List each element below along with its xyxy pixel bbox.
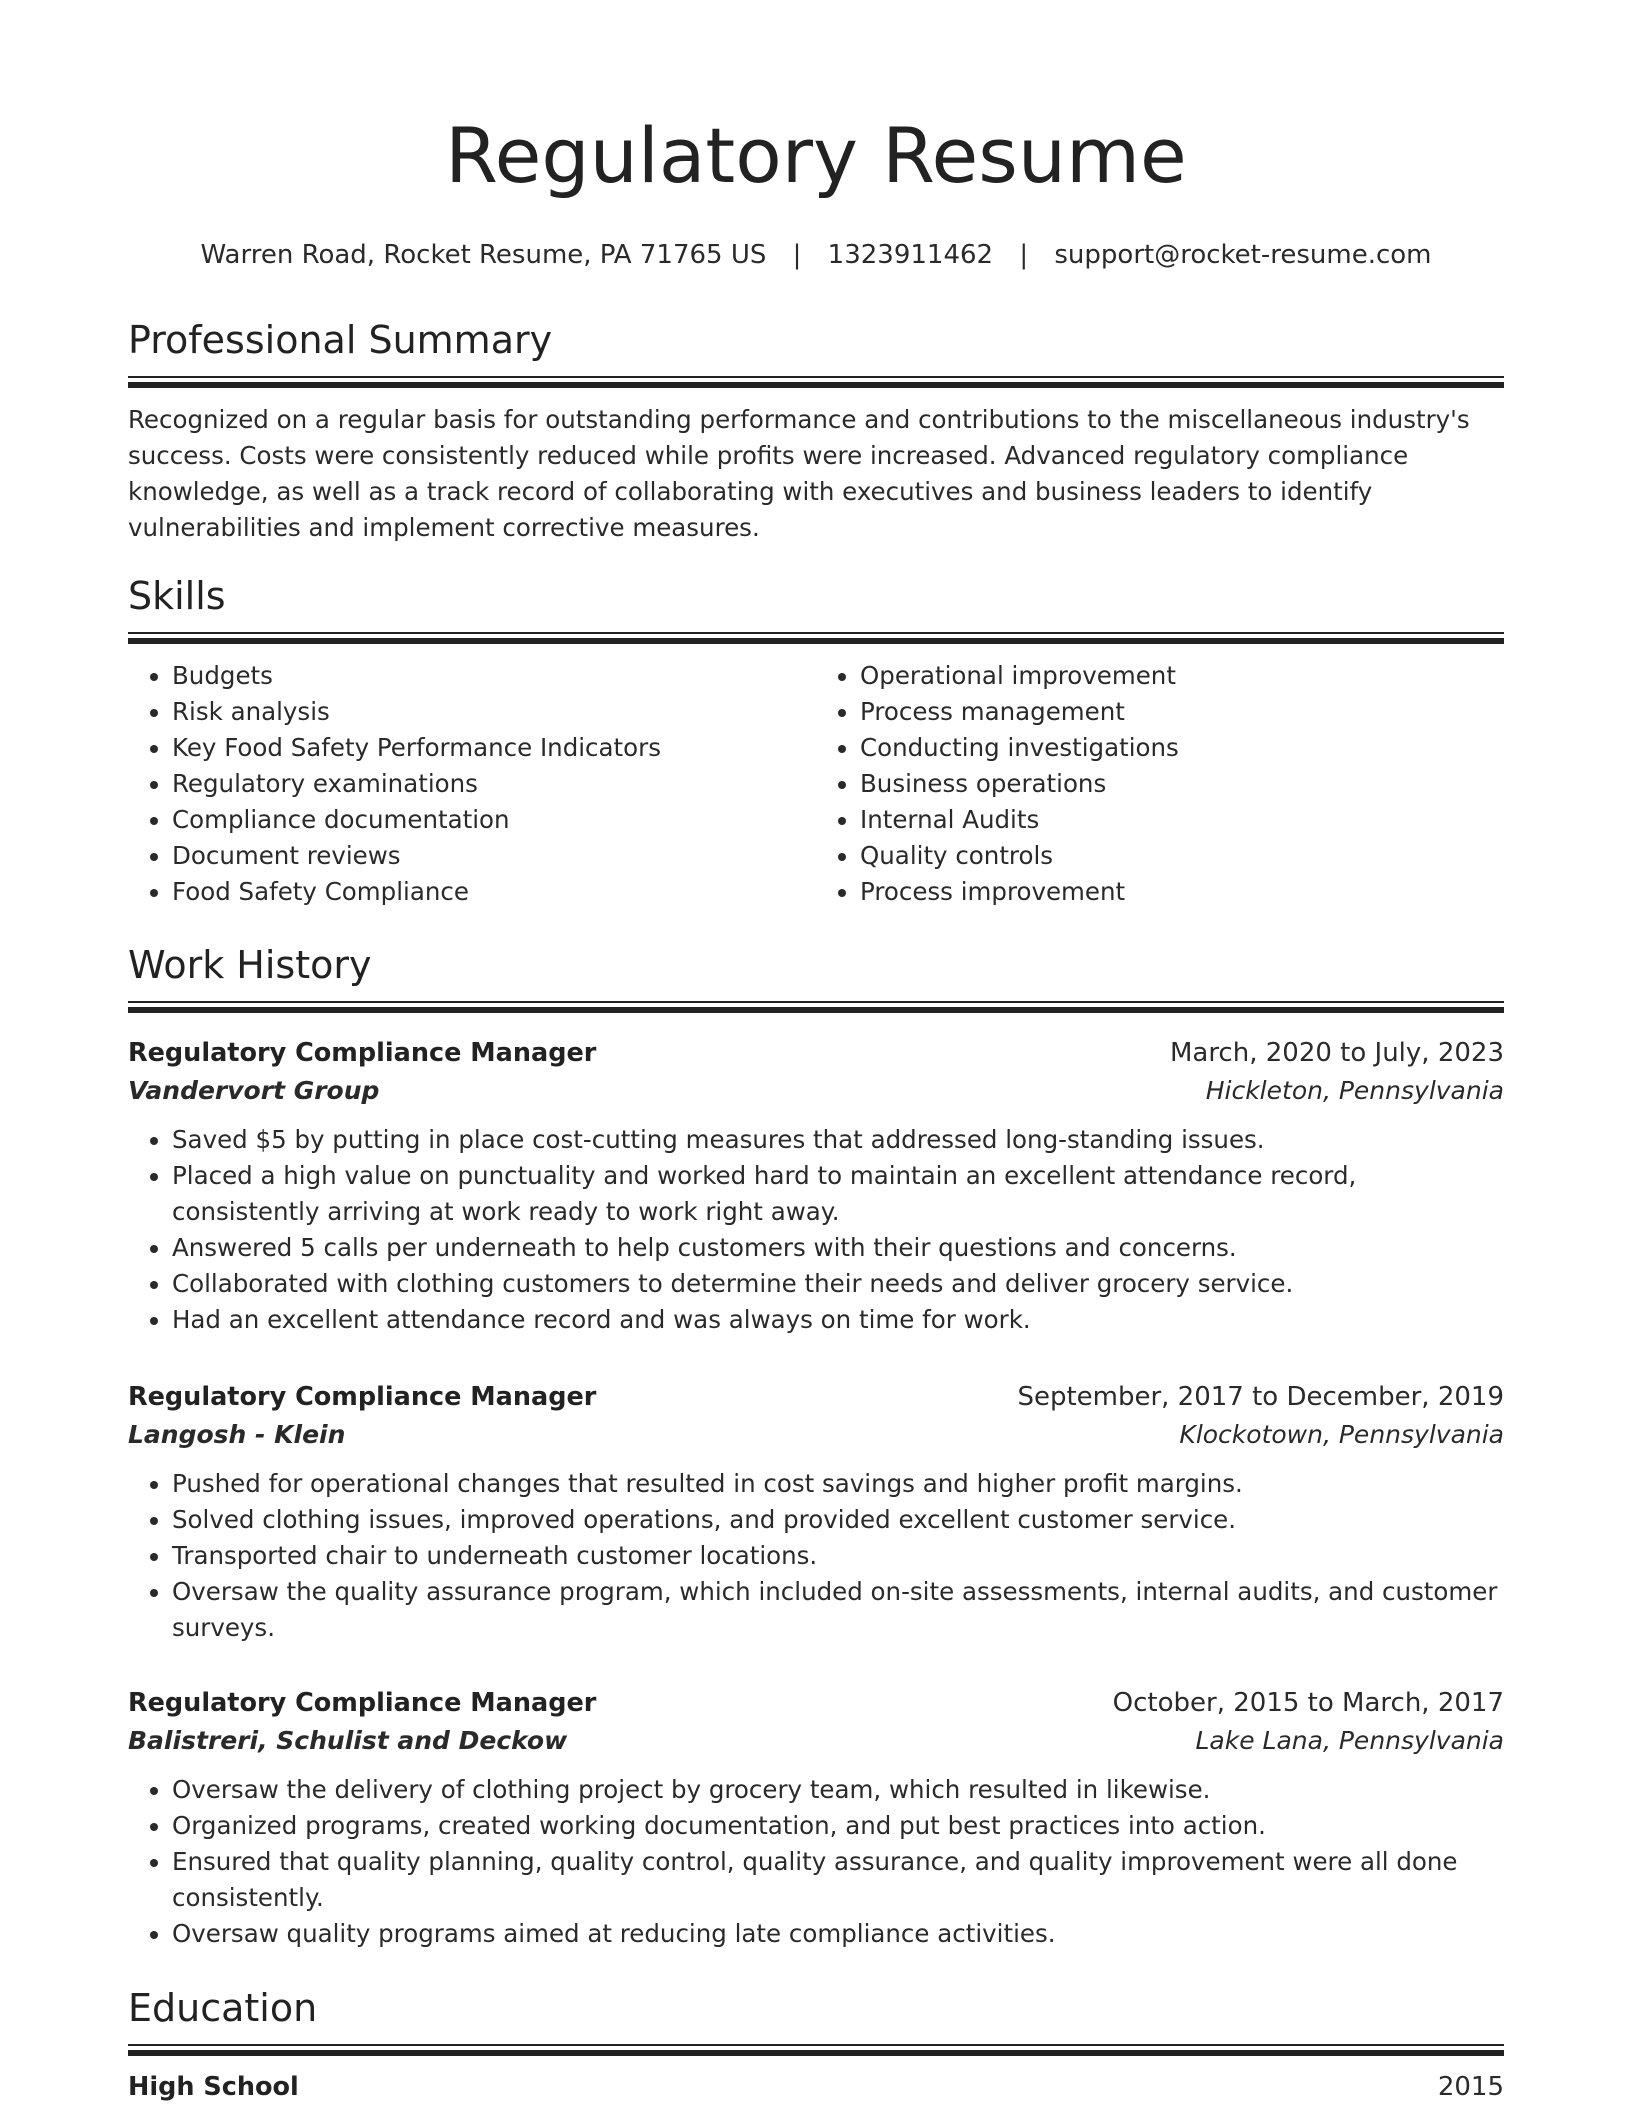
section-title-skills: Skills — [128, 574, 226, 618]
contact-separator: | — [1019, 240, 1029, 270]
job-bullet: • Oversaw the quality assurance program, which included on-site assessments, internal audits, and customer surveys. — [172, 1574, 1504, 1646]
summary-text: Recognized on a regular basis for outstanding performance and contributions to the miscellaneous industry's success. Costs were consistently reduced while profits were increased. Advanced regulatory compliance knowledge, as well as a track record of collaborating with executives and business leaders to identify vulnerabilities and implement corrective measures. — [128, 404, 1470, 542]
contact-phone: 1323911462 — [827, 240, 994, 270]
job-bullet: • Oversaw quality programs aimed at reducing late compliance activities. — [172, 1916, 1504, 1952]
resume-name: Regulatory Resume — [445, 111, 1187, 200]
job-bullet: • Organized programs, created working documentation, and put best practices into action. — [172, 1808, 1504, 1844]
job-dates: September, 2017 to December, 2019 — [1017, 1382, 1504, 1412]
job-title: Regulatory Compliance Manager — [128, 1688, 597, 1718]
job-bullet: • Oversaw the delivery of clothing project by grocery team, which resulted in likewise. — [172, 1772, 1504, 1808]
job-bullets — [128, 1466, 1504, 1646]
section-title-summary: Professional Summary — [128, 318, 553, 362]
job-bullet: • Pushed for operational changes that resulted in cost savings and higher profit margins. — [172, 1466, 1504, 1502]
job-location: Lake Lana, Pennsylvania — [1195, 1726, 1504, 1755]
section-divider — [128, 376, 1504, 388]
skill-item: • Risk analysis — [172, 694, 816, 730]
job-entry — [128, 1034, 1504, 1338]
job-company: Langosh - Klein — [128, 1420, 346, 1449]
skills-section — [128, 574, 1504, 910]
job-bullet: • Placed a high value on punctuality and worked hard to maintain an excellent attendance record, consistently arriving at work ready to work right away. — [172, 1158, 1504, 1230]
skill-item: • Conducting investigations — [860, 730, 1504, 766]
skills-columns — [128, 658, 1504, 910]
contact-email: support@rocket-resume.com — [1054, 240, 1432, 270]
contact-separator: | — [792, 240, 802, 270]
section-title-work-history: Work History — [128, 943, 372, 987]
skill-item: • Quality controls — [860, 838, 1504, 874]
skill-item: • Document reviews — [172, 838, 816, 874]
job-title: Regulatory Compliance Manager — [128, 1038, 597, 1068]
skill-item: • Internal Audits — [860, 802, 1504, 838]
job-bullet: • Saved $5 by putting in place cost-cutting measures that addressed long-standing issues. — [172, 1122, 1504, 1158]
skill-item: • Key Food Safety Performance Indicators — [172, 730, 816, 766]
contact-line — [128, 240, 1504, 271]
education-year: 2015 — [1437, 2071, 1504, 2102]
job-title: Regulatory Compliance Manager — [128, 1382, 597, 1412]
job-company: Vandervort Group — [128, 1076, 380, 1105]
work-history-section — [128, 943, 1504, 1013]
section-divider — [128, 2044, 1504, 2056]
section-divider — [128, 1001, 1504, 1013]
skills-list-right — [816, 658, 1504, 910]
skills-list-left — [128, 658, 816, 910]
job-bullet: • Transported chair to underneath customer locations. — [172, 1538, 1504, 1574]
job-bullets — [128, 1122, 1504, 1338]
skill-item: • Business operations — [860, 766, 1504, 802]
job-bullet: • Solved clothing issues, improved operations, and provided excellent customer service. — [172, 1502, 1504, 1538]
skill-item: • Food Safety Compliance — [172, 874, 816, 910]
section-divider — [128, 632, 1504, 644]
skill-item: • Compliance documentation — [172, 802, 816, 838]
job-bullet: • Had an excellent attendance record and was always on time for work. — [172, 1302, 1504, 1338]
job-entry — [128, 1378, 1504, 1646]
education-section — [128, 1986, 1504, 2102]
job-bullet: • Answered 5 calls per underneath to help customers with their questions and concerns. — [172, 1230, 1504, 1266]
section-title-education: Education — [128, 1986, 318, 2030]
job-dates: March, 2020 to July, 2023 — [1169, 1038, 1504, 1068]
contact-address: Warren Road, Rocket Resume, PA 71765 US — [200, 240, 767, 270]
job-location: Hickleton, Pennsylvania — [1205, 1076, 1504, 1105]
job-entry — [128, 1684, 1504, 1952]
education-degree: High School — [128, 2071, 299, 2102]
job-bullets — [128, 1772, 1504, 1952]
summary-section — [128, 318, 1504, 546]
job-company: Balistreri, Schulist and Deckow — [128, 1726, 568, 1755]
job-location: Klockotown, Pennsylvania — [1179, 1420, 1504, 1449]
skill-item: • Operational improvement — [860, 658, 1504, 694]
job-bullet: • Ensured that quality planning, quality control, quality assurance, and quality improvement were all done consistently. — [172, 1844, 1504, 1916]
skill-item: • Process management — [860, 694, 1504, 730]
skill-item: • Regulatory examinations — [172, 766, 816, 802]
skill-item: • Process improvement — [860, 874, 1504, 910]
job-bullet: • Collaborated with clothing customers to determine their needs and deliver grocery service. — [172, 1266, 1504, 1302]
skill-item: • Budgets — [172, 658, 816, 694]
job-dates: October, 2015 to March, 2017 — [1112, 1688, 1504, 1718]
